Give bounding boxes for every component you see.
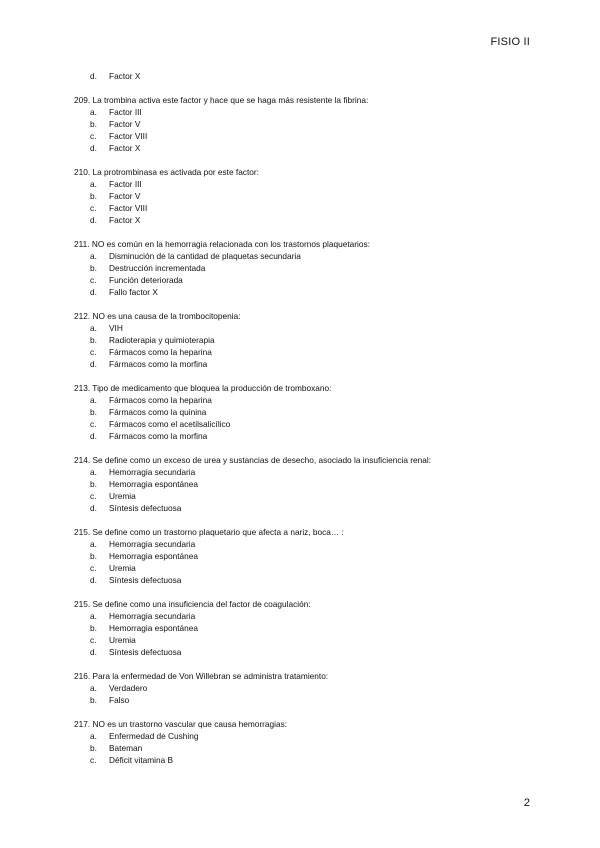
option-letter: a.	[90, 395, 97, 405]
option-letter: b.	[90, 551, 97, 561]
option-letter: a.	[90, 611, 97, 621]
option-text: Factor X	[109, 215, 141, 225]
option-text: Hemorragia secundaria	[109, 611, 196, 621]
option-text: Función deteriorada	[109, 275, 183, 285]
answer-option	[74, 70, 554, 82]
question-block	[74, 598, 554, 658]
answer-option	[74, 466, 554, 478]
option-letter: d.	[90, 215, 97, 225]
option-text: Hemorragia secundaria	[109, 539, 196, 549]
answer-option	[74, 682, 554, 694]
option-text: Síntesis defectuosa	[109, 647, 182, 657]
option-text: Verdadero	[109, 683, 148, 693]
question-text: 212. NO es una causa de la trombocitopenia:	[74, 311, 241, 321]
option-letter: b.	[90, 263, 97, 273]
answer-option	[74, 214, 554, 226]
question-block	[74, 718, 554, 766]
option-text: Uremia	[109, 491, 136, 501]
option-text: Hemorragia secundaria	[109, 467, 196, 477]
option-text: Factor III	[109, 179, 142, 189]
option-text: Factor III	[109, 107, 142, 117]
answer-option	[74, 538, 554, 550]
option-text: Hemorragia espontánea	[109, 551, 199, 561]
question-block	[74, 382, 554, 442]
answer-option	[74, 358, 554, 370]
question-block	[74, 310, 554, 370]
option-letter: d.	[90, 287, 97, 297]
option-text: Radioterapia y quimioterapia	[109, 335, 215, 345]
answer-option	[74, 250, 554, 262]
question-text: 211. NO es común en la hemorragia relacionada con los trastornos plaquetarios:	[74, 239, 370, 249]
answer-option	[74, 490, 554, 502]
option-letter: c.	[90, 275, 97, 285]
option-text: Hemorragia espontánea	[109, 479, 199, 489]
question-text: 216. Para la enfermedad de Von Willebran se administra tratamiento:	[74, 671, 329, 681]
option-letter: d.	[90, 431, 97, 441]
option-letter: c.	[90, 755, 97, 765]
answer-option	[74, 394, 554, 406]
option-text: Factor V	[109, 191, 141, 201]
page-header: FISIO II	[490, 36, 530, 48]
answer-option	[74, 178, 554, 190]
option-text: Bateman	[109, 743, 143, 753]
option-text: Destrucción incrementada	[109, 263, 206, 273]
question-block	[74, 526, 554, 586]
option-letter: c.	[90, 203, 97, 213]
option-text: Enfermedad de Cushing	[109, 731, 199, 741]
option-text: Fármacos como la heparina	[109, 395, 212, 405]
question-text: 213. Tipo de medicamento que bloquea la producción de tromboxano:	[74, 383, 332, 393]
option-text: Factor X	[109, 71, 141, 81]
answer-option	[74, 334, 554, 346]
answer-option	[74, 406, 554, 418]
question-block	[74, 94, 554, 154]
question-text: 214. Se define como un exceso de urea y sustancias de desecho, asociado la insuficiencia renal:	[74, 455, 431, 465]
option-letter: d.	[90, 143, 97, 153]
question-text: 217. NO es un trastorno vascular que causa hemorragias:	[74, 719, 288, 729]
option-text: Factor V	[109, 119, 141, 129]
option-letter: d.	[90, 359, 97, 369]
answer-option	[74, 550, 554, 562]
option-letter: c.	[90, 491, 97, 501]
option-letter: a.	[90, 467, 97, 477]
answer-option	[74, 274, 554, 286]
answer-option	[74, 478, 554, 490]
option-letter: b.	[90, 191, 97, 201]
option-letter: b.	[90, 479, 97, 489]
option-text: VIH	[109, 323, 123, 333]
option-text: Fallo factor X	[109, 287, 158, 297]
option-letter: d.	[90, 647, 97, 657]
option-letter: c.	[90, 563, 97, 573]
option-letter: a.	[90, 683, 97, 693]
option-text: Factor VIII	[109, 203, 148, 213]
option-text: Falso	[109, 695, 130, 705]
question-text: 210. La protrombinasa es activada por este factor:	[74, 167, 259, 177]
option-letter: c.	[90, 347, 97, 357]
question-block	[74, 70, 554, 82]
option-text: Fármacos como la morfina	[109, 431, 208, 441]
answer-option	[74, 730, 554, 742]
option-letter: a.	[90, 731, 97, 741]
answer-option	[74, 574, 554, 586]
option-letter: b.	[90, 695, 97, 705]
option-letter: a.	[90, 539, 97, 549]
option-text: Síntesis defectuosa	[109, 575, 182, 585]
option-letter: c.	[90, 419, 97, 429]
answer-option	[74, 622, 554, 634]
option-letter: c.	[90, 635, 97, 645]
answer-option	[74, 418, 554, 430]
option-letter: b.	[90, 407, 97, 417]
option-text: Fármacos como el acetilsalicílico	[109, 419, 231, 429]
option-letter: c.	[90, 131, 97, 141]
answer-option	[74, 634, 554, 646]
option-letter: d.	[90, 71, 97, 81]
question-block	[74, 670, 554, 706]
option-text: Fármacos como la heparina	[109, 347, 212, 357]
option-text: Déficit vitamina B	[109, 755, 174, 765]
option-letter: a.	[90, 251, 97, 261]
answer-option	[74, 610, 554, 622]
answer-option	[74, 562, 554, 574]
option-text: Fármacos como la quinina	[109, 407, 207, 417]
answer-option	[74, 190, 554, 202]
question-text: 215. Se define como una insuficiencia del factor de coagulación:	[74, 599, 311, 609]
option-letter: d.	[90, 575, 97, 585]
answer-option	[74, 754, 554, 766]
answer-option	[74, 502, 554, 514]
answer-option	[74, 646, 554, 658]
question-list	[74, 70, 554, 766]
option-text: Hemorragia espontánea	[109, 623, 199, 633]
option-text: Factor VIII	[109, 131, 148, 141]
answer-option	[74, 262, 554, 274]
answer-option	[74, 286, 554, 298]
answer-option	[74, 430, 554, 442]
answer-option	[74, 202, 554, 214]
option-letter: d.	[90, 503, 97, 513]
question-text: 209. La trombina activa este factor y hace que se haga más resistente la fibrina:	[74, 95, 369, 105]
question-block	[74, 454, 554, 514]
option-letter: a.	[90, 107, 97, 117]
question-text: 215. Se define como un trastorno plaquetario que afecta a nariz, boca… :	[74, 527, 344, 537]
option-letter: b.	[90, 743, 97, 753]
option-text: Síntesis defectuosa	[109, 503, 182, 513]
option-text: Uremia	[109, 563, 136, 573]
option-text: Factor X	[109, 143, 141, 153]
option-text: Uremia	[109, 635, 136, 645]
page-number: 2	[523, 797, 530, 809]
option-letter: b.	[90, 119, 97, 129]
answer-option	[74, 106, 554, 118]
answer-option	[74, 130, 554, 142]
option-letter: a.	[90, 323, 97, 333]
answer-option	[74, 694, 554, 706]
option-letter: b.	[90, 335, 97, 345]
answer-option	[74, 346, 554, 358]
option-text: Fármacos como la morfina	[109, 359, 208, 369]
answer-option	[74, 142, 554, 154]
option-letter: a.	[90, 179, 97, 189]
answer-option	[74, 742, 554, 754]
question-block	[74, 238, 554, 298]
answer-option	[74, 322, 554, 334]
option-letter: b.	[90, 623, 97, 633]
question-block	[74, 166, 554, 226]
answer-option	[74, 118, 554, 130]
option-text: Disminución de la cantidad de plaquetas secundaria	[109, 251, 301, 261]
